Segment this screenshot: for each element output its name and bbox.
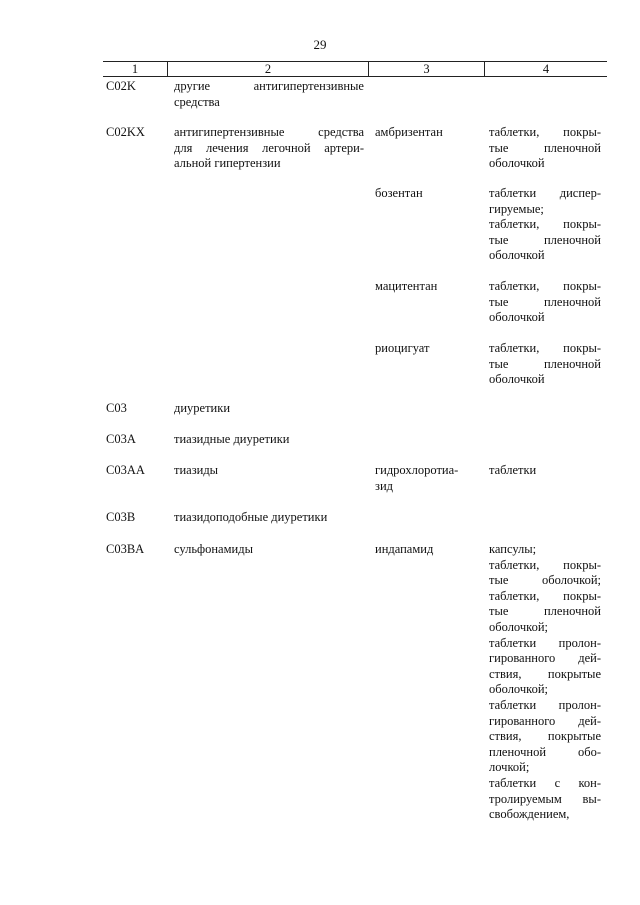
dosage-form-cell (484, 542, 607, 823)
cell-text-line: ствия, покрытые (489, 729, 601, 744)
cell-text-line: таблетки, покры- (489, 125, 601, 139)
cell-text-line: диуретики (174, 401, 231, 415)
cell-text-line: тые пленочной (489, 294, 601, 309)
substance-cell (368, 432, 484, 448)
table-row (103, 510, 607, 526)
dosage-form-cell (484, 463, 607, 494)
cell-text-line: тиазидоподобные диуретики (174, 510, 328, 524)
substance-cell (368, 125, 484, 172)
cell-text-line: тые оболочкой; (489, 573, 601, 588)
anatomical-group-cell (167, 125, 368, 172)
anatomical-group-cell (167, 341, 368, 388)
cell-text-line: антигипертензивные средства (174, 125, 364, 139)
cell-text-line: пленочной обо- (489, 744, 601, 759)
anatomical-group-cell (167, 401, 368, 417)
atc-code-cell: C03AA (106, 463, 145, 477)
cell-text-line: оболочкой (489, 248, 545, 263)
dosage-form-cell (484, 510, 607, 526)
anatomical-group-cell (167, 542, 368, 823)
cell-text-line: тые пленочной (489, 140, 601, 155)
table-header-row (103, 61, 607, 77)
column-header-1: 1 (131, 62, 139, 76)
table-row (103, 341, 607, 388)
dosage-form-cell (484, 279, 607, 326)
cell-text-line: свобождением, (489, 807, 570, 822)
atc-code-cell: C03B (106, 510, 136, 524)
cell-text-line: гируемые; (489, 201, 544, 216)
substance-cell (368, 542, 484, 823)
cell-text-line: бозентан (375, 186, 423, 200)
cell-text-line: риоцигуат (375, 341, 430, 355)
anatomical-group-cell (167, 463, 368, 494)
dosage-form-cell (484, 432, 607, 448)
cell-text-line: ствия, покрытые (489, 666, 601, 681)
atc-code-cell: C03BA (106, 542, 145, 556)
anatomical-group-cell (167, 432, 368, 448)
cell-text-line: индапамид (375, 542, 434, 556)
table-row (103, 401, 607, 417)
cell-text-line: зид (375, 478, 393, 493)
atc-code-cell: C03 (106, 401, 127, 415)
atc-code-cell: C02K (106, 79, 136, 93)
cell-text-line: таблетки с кон- (489, 775, 601, 790)
dosage-form-cell (484, 125, 607, 172)
atc-code-cell (103, 279, 167, 326)
cell-text-line: капсулы; (489, 542, 537, 556)
cell-text-line: тролируемым вы- (489, 791, 601, 806)
cell-text-line: гированного дей- (489, 713, 601, 728)
substance-cell (368, 279, 484, 326)
table-row (103, 186, 607, 264)
cell-text-line: альной гипертензии (174, 156, 281, 171)
cell-text-line: гированного дей- (489, 651, 601, 666)
cell-text-line: таблетки, покры- (489, 279, 601, 293)
substance-cell (368, 401, 484, 417)
substance-cell (368, 510, 484, 526)
dosage-form-cell (484, 186, 607, 264)
table-row (103, 463, 607, 494)
column-header-2: 2 (167, 62, 368, 76)
cell-text-line: оболочкой (489, 156, 545, 171)
atc-code-cell (103, 341, 167, 388)
cell-text-line: оболочкой (489, 310, 545, 325)
table-row (103, 432, 607, 448)
table-row (103, 279, 607, 326)
cell-text-line: тые пленочной (489, 604, 601, 619)
table-row (103, 125, 607, 172)
cell-text-line: таблетки (489, 463, 537, 477)
anatomical-group-cell (167, 186, 368, 264)
cell-text-line: таблетки, покры- (489, 557, 601, 572)
cell-text-line: лочкой; (489, 760, 530, 775)
cell-text-line: таблетки, покры- (489, 341, 601, 355)
cell-text-line: тиазидные диуретики (174, 432, 290, 446)
cell-text-line: сульфонамиды (174, 542, 253, 556)
atc-code-cell: C03A (106, 432, 136, 446)
cell-text-line: другие антигипертензивные (174, 79, 364, 93)
cell-text-line: таблетки, покры- (489, 217, 601, 232)
anatomical-group-cell (167, 510, 368, 526)
cell-text-line: оболочкой (489, 372, 545, 387)
substance-cell (368, 186, 484, 264)
dosage-form-cell (484, 79, 607, 110)
column-header-4: 4 (484, 62, 607, 76)
substance-cell (368, 341, 484, 388)
cell-text-line: мацитентан (375, 279, 438, 293)
atc-code-cell (103, 186, 167, 264)
cell-text-line: тые пленочной (489, 232, 601, 247)
substance-cell (368, 79, 484, 110)
dosage-form-cell (484, 401, 607, 417)
cell-text-line: таблетки, покры- (489, 588, 601, 603)
page-number: 29 (313, 37, 327, 52)
cell-text-line: тые пленочной (489, 356, 601, 371)
table-row (103, 79, 607, 110)
column-header-3: 3 (368, 62, 484, 76)
cell-text-line: гидрохлоротиа- (375, 463, 459, 477)
cell-text-line: таблетки пролон- (489, 635, 601, 650)
cell-text-line: оболочкой; (489, 619, 548, 634)
dosage-form-cell (484, 341, 607, 388)
medicines-table (103, 61, 607, 822)
cell-text-line: средства (174, 94, 220, 109)
anatomical-group-cell (167, 79, 368, 110)
substance-cell (368, 463, 484, 494)
table-row (103, 542, 607, 823)
cell-text-line: амбризентан (375, 125, 443, 139)
cell-text-line: оболочкой; (489, 682, 548, 697)
atc-code-cell: C02KX (106, 125, 145, 139)
cell-text-line: тиазиды (174, 463, 219, 477)
cell-text-line: таблетки пролон- (489, 697, 601, 712)
cell-text-line: для лечения легочной артери- (174, 140, 364, 155)
anatomical-group-cell (167, 279, 368, 326)
cell-text-line: таблетки диспер- (489, 186, 601, 200)
